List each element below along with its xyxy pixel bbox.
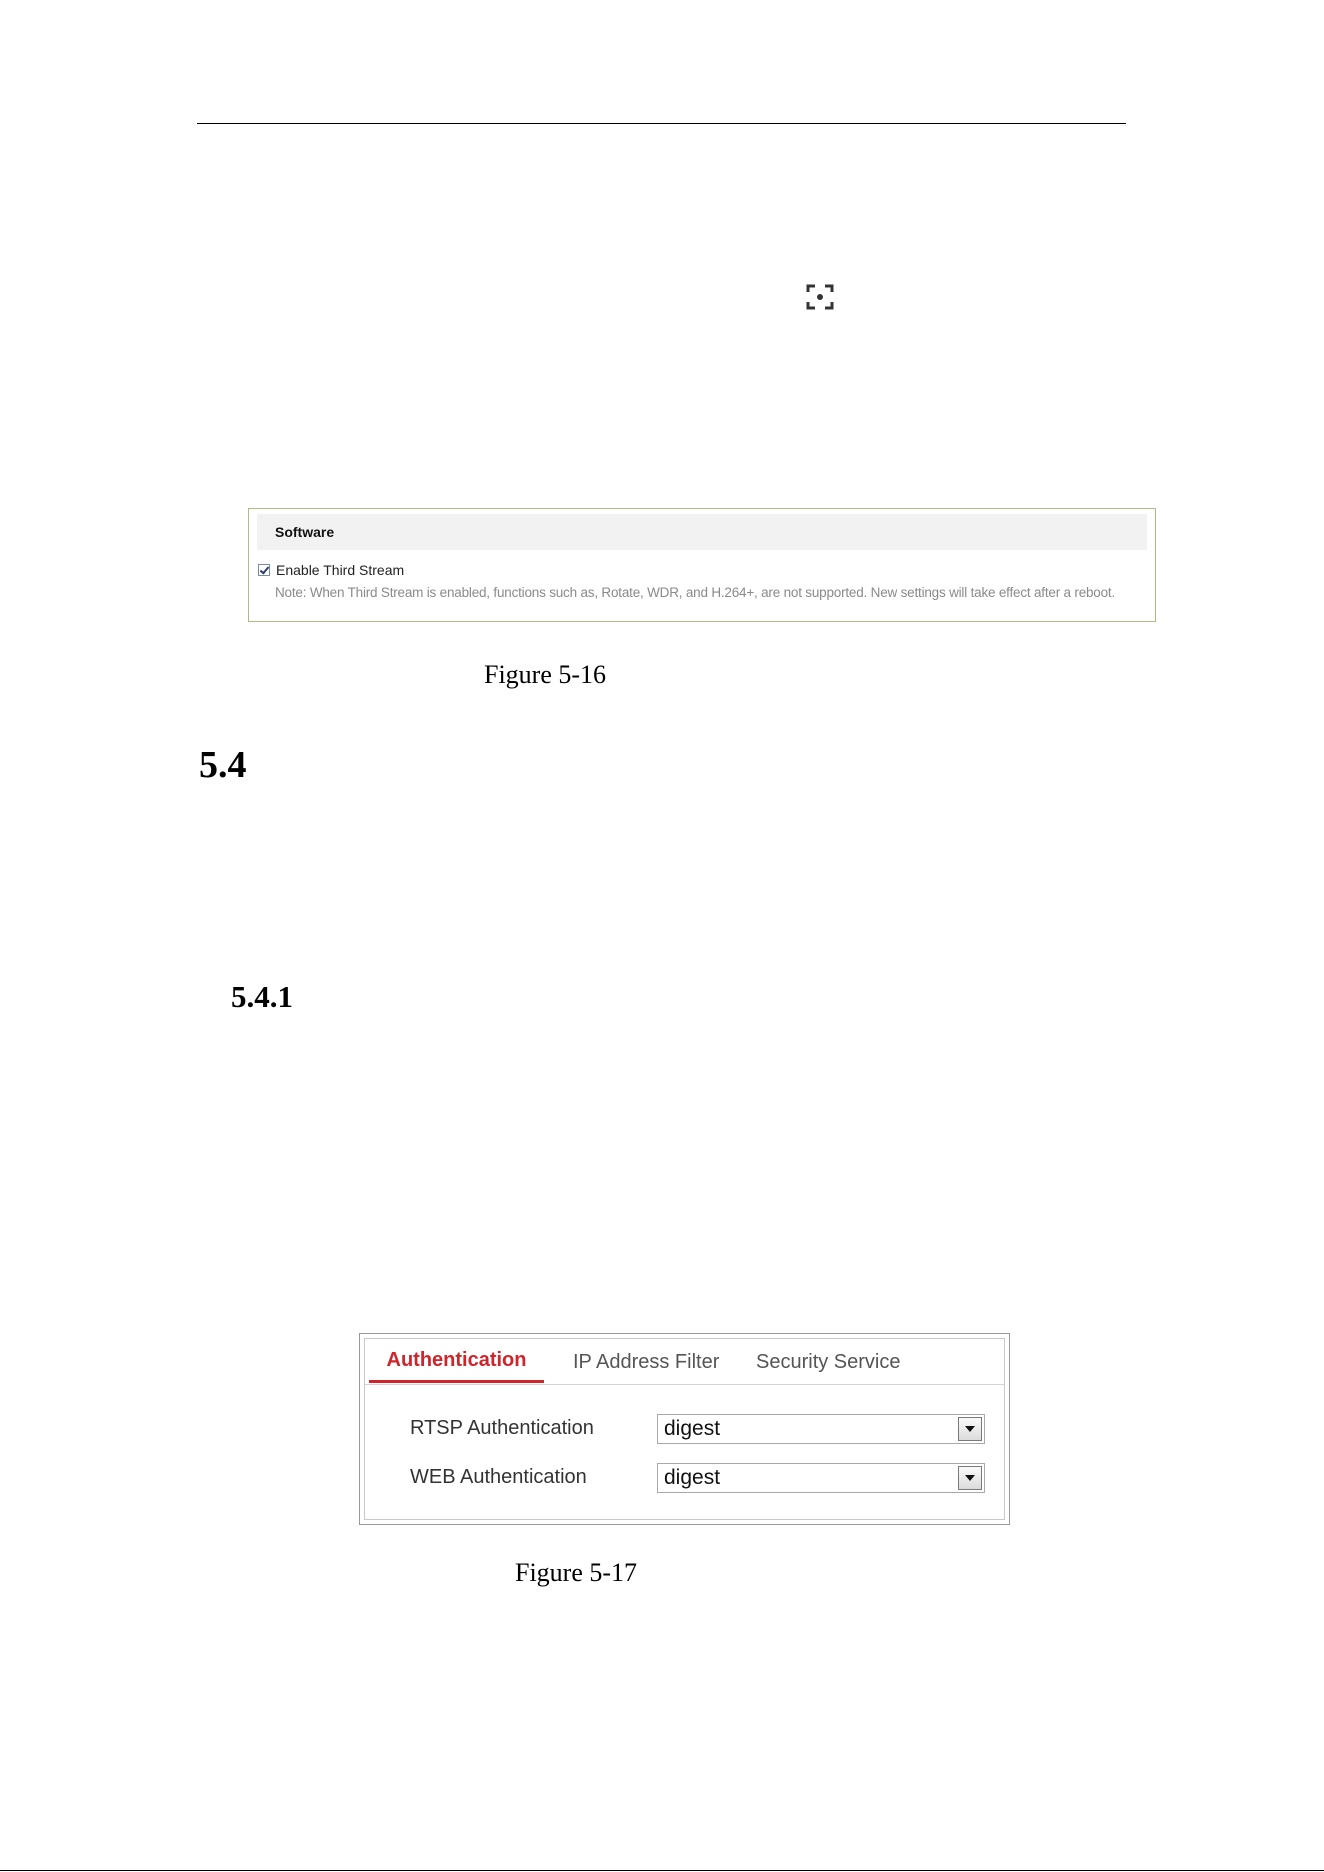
section-heading-5-4-1: 5.4.1 bbox=[231, 979, 293, 1014]
web-authentication-select[interactable] bbox=[657, 1463, 985, 1493]
tab-security-service[interactable]: Security Service bbox=[756, 1351, 901, 1373]
software-settings-panel bbox=[248, 508, 1156, 622]
enable-third-stream-label: Enable Third Stream bbox=[276, 562, 405, 578]
panel-title: Software bbox=[257, 514, 1147, 550]
header-rule bbox=[197, 123, 1126, 124]
rtsp-authentication-label: RTSP Authentication bbox=[410, 1417, 594, 1439]
enable-third-stream-checkbox[interactable] bbox=[258, 564, 270, 576]
web-authentication-label: WEB Authentication bbox=[410, 1466, 587, 1488]
tab-authentication[interactable]: Authentication bbox=[369, 1339, 544, 1383]
chevron-down-icon[interactable] bbox=[958, 1466, 982, 1490]
web-authentication-value: digest bbox=[664, 1466, 721, 1489]
section-heading-5-4: 5.4 bbox=[199, 744, 247, 786]
security-settings-panel bbox=[359, 1333, 1010, 1525]
tab-ip-address-filter[interactable]: IP Address Filter bbox=[573, 1351, 720, 1373]
enable-third-stream-row[interactable] bbox=[258, 561, 404, 579]
chevron-down-icon[interactable] bbox=[958, 1417, 982, 1441]
rtsp-authentication-value: digest bbox=[664, 1417, 721, 1440]
third-stream-note: Note: When Third Stream is enabled, functions such as, Rotate, WDR, and H.264+, are not supported. New settings will take effect after a reboot. bbox=[275, 585, 1116, 600]
capture-frame-icon bbox=[806, 283, 834, 311]
footer-rule bbox=[0, 1870, 1324, 1871]
figure-caption-5-17: Figure 5-17 bbox=[515, 1558, 638, 1587]
tab-bar bbox=[365, 1339, 1004, 1385]
rtsp-authentication-select[interactable] bbox=[657, 1414, 985, 1444]
figure-caption-5-16: Figure 5-16 bbox=[484, 660, 607, 689]
security-panel-inner bbox=[364, 1338, 1005, 1520]
